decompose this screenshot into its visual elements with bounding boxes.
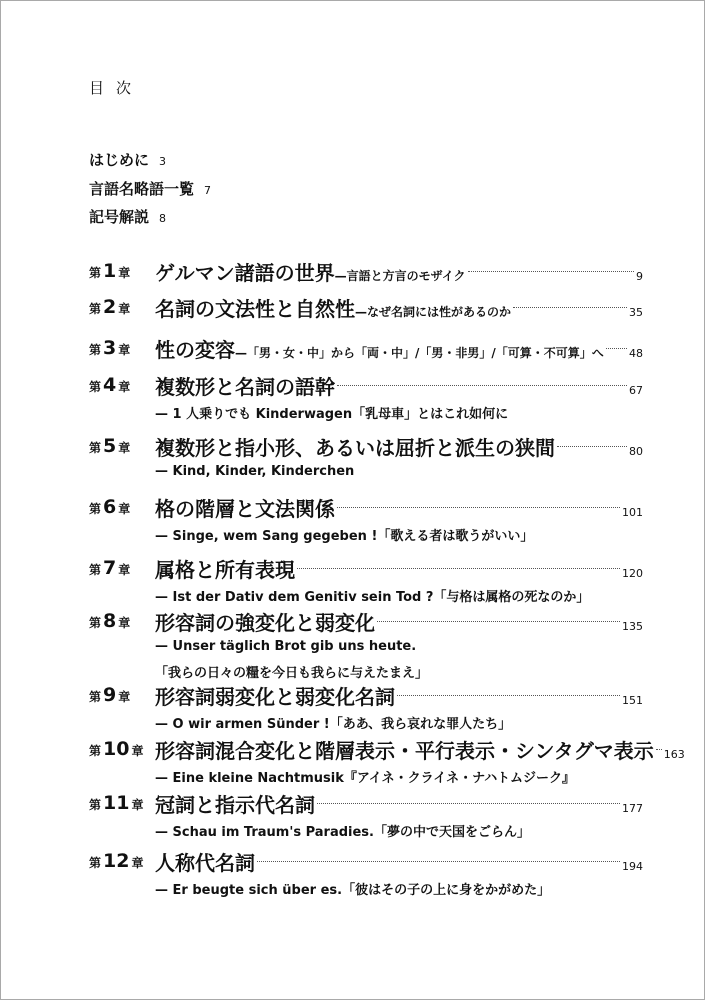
chapter-subtitle: —「男・女・中」から「両・中」/「男・非男」/「可算・不可算」へ bbox=[235, 346, 604, 360]
chapter-prefix: 第 bbox=[89, 266, 102, 280]
chapter-title-row bbox=[155, 554, 643, 583]
chapter-suffix: 章 bbox=[131, 856, 144, 870]
chapter-subheading: — Ist der Dativ dem Genitiv sein Tod ?「与格は属格の死なのか」 bbox=[155, 590, 590, 605]
front-matter-item[interactable] bbox=[89, 149, 166, 170]
chapter-page-number: 67 bbox=[629, 384, 643, 397]
chapter-number-label bbox=[89, 792, 143, 814]
chapter-suffix: 章 bbox=[131, 798, 144, 812]
dot-leader bbox=[337, 385, 627, 386]
chapter-number-label bbox=[89, 337, 130, 359]
front-matter-label: はじめに bbox=[89, 151, 150, 169]
dot-leader bbox=[513, 307, 627, 308]
chapter-prefix: 第 bbox=[89, 502, 102, 516]
chapter-prefix: 第 bbox=[89, 441, 102, 455]
front-matter-page: 7 bbox=[204, 184, 212, 197]
chapter-number-label bbox=[89, 496, 130, 518]
chapter-subheading: — Schau im Traum's Paradies.「夢の中で天国をごらん」 bbox=[155, 825, 530, 840]
chapter-subheading: — O wir armen Sünder !「ああ、我ら哀れな罪人たち」 bbox=[155, 717, 512, 732]
chapter-subheading: — Eine kleine Nachtmusik『アイネ・クライネ・ナハトムジーク』 bbox=[155, 771, 576, 786]
chapter-title-row bbox=[155, 371, 643, 400]
chapter-prefix: 第 bbox=[89, 380, 102, 394]
chapter-suffix: 章 bbox=[118, 343, 131, 357]
chapter-subheading: — Kind, Kinder, Kinderchen bbox=[155, 464, 355, 479]
chapter-number: 5 bbox=[103, 435, 117, 457]
chapter-suffix: 章 bbox=[118, 302, 131, 316]
chapter-subheading: 「我らの日々の糧を今日も我らに与えたまえ」 bbox=[155, 666, 429, 681]
chapter-prefix: 第 bbox=[89, 744, 102, 758]
chapter-number: 2 bbox=[103, 296, 117, 318]
chapter-number-label bbox=[89, 684, 130, 706]
dot-leader bbox=[317, 803, 620, 804]
chapter-suffix: 章 bbox=[131, 744, 144, 758]
chapter-page-number: 194 bbox=[622, 860, 643, 873]
chapter-number-label bbox=[89, 435, 130, 457]
chapter-number: 6 bbox=[103, 496, 117, 518]
chapter-page-number: 48 bbox=[629, 347, 643, 360]
chapter-number: 7 bbox=[103, 557, 117, 579]
chapter-title: 形容詞の強変化と弱変化 bbox=[155, 611, 375, 635]
chapter-title: 複数形と名詞の語幹 bbox=[155, 375, 335, 399]
chapter-prefix: 第 bbox=[89, 798, 102, 812]
dot-leader bbox=[337, 507, 620, 508]
chapter-number: 4 bbox=[103, 374, 117, 396]
dot-leader bbox=[468, 271, 634, 272]
chapter-subtitle: —言語と方言のモザイク bbox=[334, 269, 466, 283]
chapter-title-row bbox=[155, 735, 685, 764]
chapter-suffix: 章 bbox=[118, 441, 131, 455]
chapter-prefix: 第 bbox=[89, 563, 102, 577]
chapter-number-label bbox=[89, 557, 130, 579]
chapter-subheading: — Singe, wem Sang gegeben !「歌える者は歌うがいい」 bbox=[155, 529, 534, 544]
chapter-suffix: 章 bbox=[118, 690, 131, 704]
front-matter-item[interactable] bbox=[89, 178, 211, 199]
front-matter-label: 記号解説 bbox=[89, 208, 150, 226]
chapter-number-label bbox=[89, 610, 130, 632]
dot-leader bbox=[606, 348, 627, 349]
chapter-number: 11 bbox=[103, 792, 130, 814]
chapter-page-number: 135 bbox=[622, 620, 643, 633]
front-matter-page: 8 bbox=[159, 212, 167, 225]
chapter-prefix: 第 bbox=[89, 343, 102, 357]
chapter-title: 性の変容 bbox=[155, 338, 235, 362]
chapter-number-label bbox=[89, 850, 143, 872]
chapter-title-row bbox=[155, 607, 643, 636]
chapter-title: 形容詞弱変化と弱変化名詞 bbox=[155, 685, 395, 709]
chapter-title: 属格と所有表現 bbox=[155, 558, 295, 582]
chapter-suffix: 章 bbox=[118, 380, 131, 394]
front-matter-item[interactable] bbox=[89, 206, 166, 227]
chapter-number-label bbox=[89, 296, 130, 318]
chapter-page-number: 9 bbox=[636, 270, 643, 283]
chapter-title: 人称代名詞 bbox=[155, 851, 255, 875]
dot-leader bbox=[656, 749, 662, 750]
dot-leader bbox=[297, 568, 620, 569]
chapter-title-row bbox=[155, 432, 643, 461]
chapter-title-row bbox=[155, 334, 643, 363]
chapter-prefix: 第 bbox=[89, 690, 102, 704]
chapter-title-row bbox=[155, 789, 643, 818]
chapter-page-number: 177 bbox=[622, 802, 643, 815]
chapter-number: 9 bbox=[103, 684, 117, 706]
chapter-page-number: 163 bbox=[663, 748, 685, 761]
chapter-number: 3 bbox=[103, 337, 117, 359]
chapter-page-number: 120 bbox=[622, 567, 643, 580]
chapter-prefix: 第 bbox=[89, 856, 102, 870]
chapter-title: 格の階層と文法関係 bbox=[155, 497, 335, 521]
chapter-suffix: 章 bbox=[118, 266, 131, 280]
chapter-page-number: 151 bbox=[622, 694, 643, 707]
dot-leader bbox=[397, 695, 620, 696]
chapter-number-label bbox=[89, 260, 130, 282]
chapter-title: ゲルマン諸語の世界 bbox=[155, 261, 335, 285]
dot-leader bbox=[377, 621, 620, 622]
chapter-subheading: — 1 人乗りでも Kinderwagen「乳母車」とはこれ如何に bbox=[155, 407, 509, 422]
chapter-prefix: 第 bbox=[89, 616, 102, 630]
chapter-number: 8 bbox=[103, 610, 117, 632]
chapter-title-row bbox=[155, 847, 643, 876]
chapter-subtitle: —なぜ名詞には性があるのか bbox=[355, 305, 512, 319]
chapter-title-row bbox=[155, 293, 643, 322]
chapter-title: 複数形と指小形、あるいは屈折と派生の狭間 bbox=[155, 436, 555, 460]
chapter-number: 1 bbox=[103, 260, 117, 282]
front-matter-label: 言語名略語一覧 bbox=[89, 180, 195, 198]
chapter-title: 冠詞と指示代名詞 bbox=[155, 793, 315, 817]
chapter-number: 12 bbox=[103, 850, 130, 872]
dot-leader bbox=[257, 861, 620, 862]
chapter-page-number: 35 bbox=[629, 306, 643, 319]
chapter-number-label bbox=[89, 738, 143, 760]
chapter-suffix: 章 bbox=[118, 616, 131, 630]
chapter-title-row bbox=[155, 681, 643, 710]
chapter-suffix: 章 bbox=[118, 563, 131, 577]
chapter-page-number: 101 bbox=[622, 506, 643, 519]
chapter-page-number: 80 bbox=[629, 445, 643, 458]
chapter-prefix: 第 bbox=[89, 302, 102, 316]
front-matter-page: 3 bbox=[159, 155, 167, 168]
chapter-number: 10 bbox=[103, 738, 130, 760]
chapter-title: 名詞の文法性と自然性 bbox=[155, 297, 355, 321]
chapter-number-label bbox=[89, 374, 130, 396]
toc-heading: 目次 bbox=[89, 79, 144, 97]
chapter-subheading: — Er beugte sich über es.「彼はその子の上に身をかがめた」 bbox=[155, 883, 551, 898]
dot-leader bbox=[557, 446, 627, 447]
chapter-title-row bbox=[155, 257, 643, 286]
chapter-title: 形容詞混合変化と階層表示・平行表示・シンタグマ表示 bbox=[155, 739, 654, 763]
chapter-title-row bbox=[155, 493, 643, 522]
chapter-suffix: 章 bbox=[118, 502, 131, 516]
chapter-subheading: — Unser täglich Brot gib uns heute. bbox=[155, 639, 417, 654]
